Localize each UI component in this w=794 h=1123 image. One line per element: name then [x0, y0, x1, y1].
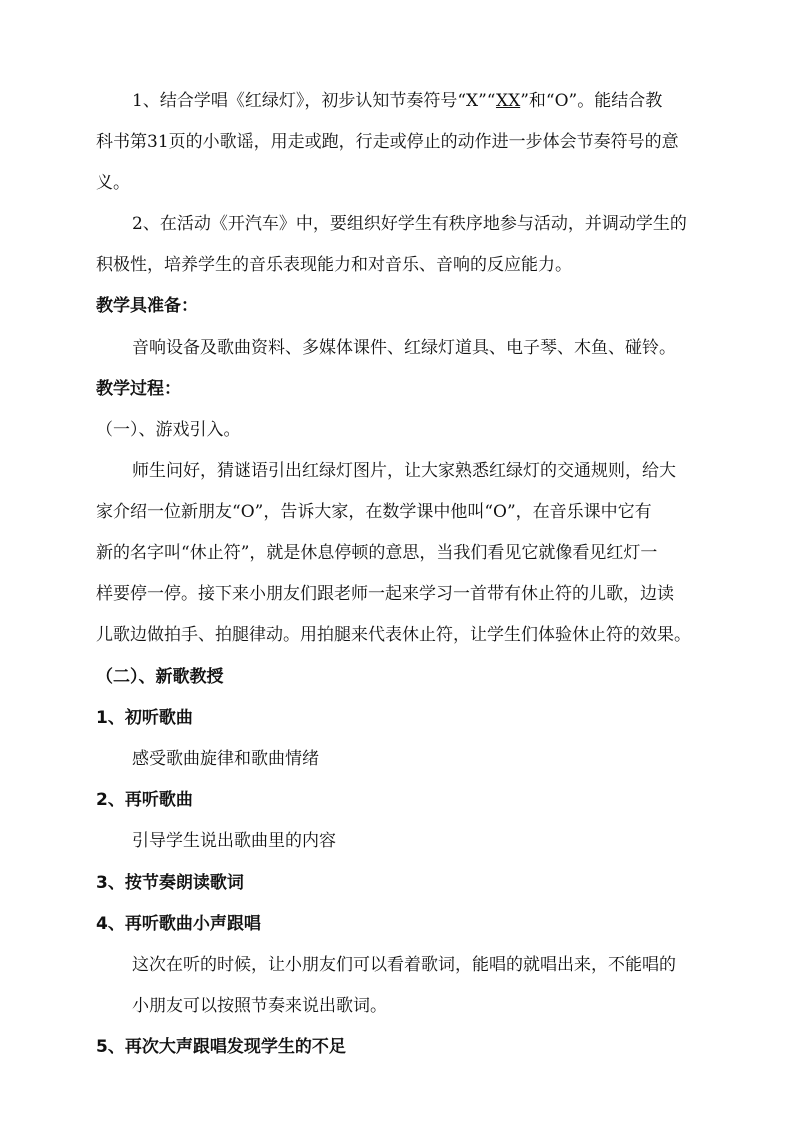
- step-1-text: 感受歌曲旋律和歌曲情绪: [132, 749, 319, 769]
- section-1-title: （一）、游戏引入。: [96, 420, 241, 440]
- objective-2-line-1: 2、在活动《开汽车》中，要组织好学生有秩序地参与活动，并调动学生的: [132, 214, 687, 234]
- rhythm-symbol-xx: XX: [495, 91, 521, 111]
- step-2-title: 2、再听歌曲: [96, 790, 193, 810]
- step-3-title: 3、按节奏朗读歌词: [96, 873, 244, 893]
- section-1-line-3: 新的名字叫“休止符”，就是休息停顿的意思，当我们看见它就像看见红灯一: [96, 543, 658, 563]
- section-1-line-1: 师生问好，猜谜语引出红绿灯图片，让大家熟悉红绿灯的交通规则，给大: [132, 461, 676, 481]
- objective-1-line-2: 科书第31页的小歌谣，用走或跑，行走或停止的动作进一步体会节奏符号的意: [96, 132, 679, 152]
- section-1-line-2: 家介绍一位新朋友“O”，告诉大家，在数学课中他叫“O”，在音乐课中它有: [96, 502, 652, 522]
- objective-2-line-2: 积极性，培养学生的音乐表现能力和对音乐、音响的反应能力。: [96, 255, 572, 275]
- objective-1-text-a: 1、结合学唱《红绿灯》，初步认知节奏符号“X”“: [132, 91, 496, 111]
- section-1-line-5: 儿歌边做拍手、拍腿律动。用拍腿来代表休止符，让学生们体验休止符的效果。: [96, 625, 691, 645]
- objective-1-line-1: [132, 89, 662, 113]
- step-2-text: 引导学生说出歌曲里的内容: [132, 831, 336, 851]
- section-1-line-4: 样要停一停。接下来小朋友们跟老师一起来学习一首带有休止符的儿歌，边读: [96, 584, 674, 604]
- step-4-line-2: 小朋友可以按照节奏来说出歌词。: [132, 996, 387, 1016]
- process-heading: 教学过程：: [96, 379, 181, 399]
- step-1-title: 1、初听歌曲: [96, 708, 193, 728]
- objective-1-text-b: ”和“O”。能结合教: [520, 91, 663, 111]
- prep-heading: 教学具准备：: [96, 296, 198, 316]
- prep-text: 音响设备及歌曲资料、多媒体课件、红绿灯道具、电子琴、木鱼、碰铃。: [132, 338, 676, 358]
- section-2-title: （二）、新歌教授: [96, 667, 224, 687]
- step-5-title: 5、再次大声跟唱发现学生的不足: [96, 1037, 346, 1057]
- step-4-title: 4、再听歌曲小声跟唱: [96, 914, 261, 934]
- step-4-line-1: 这次在听的时候，让小朋友们可以看着歌词，能唱的就唱出来，不能唱的: [132, 955, 676, 975]
- objective-1-line-3: 义。: [96, 173, 130, 193]
